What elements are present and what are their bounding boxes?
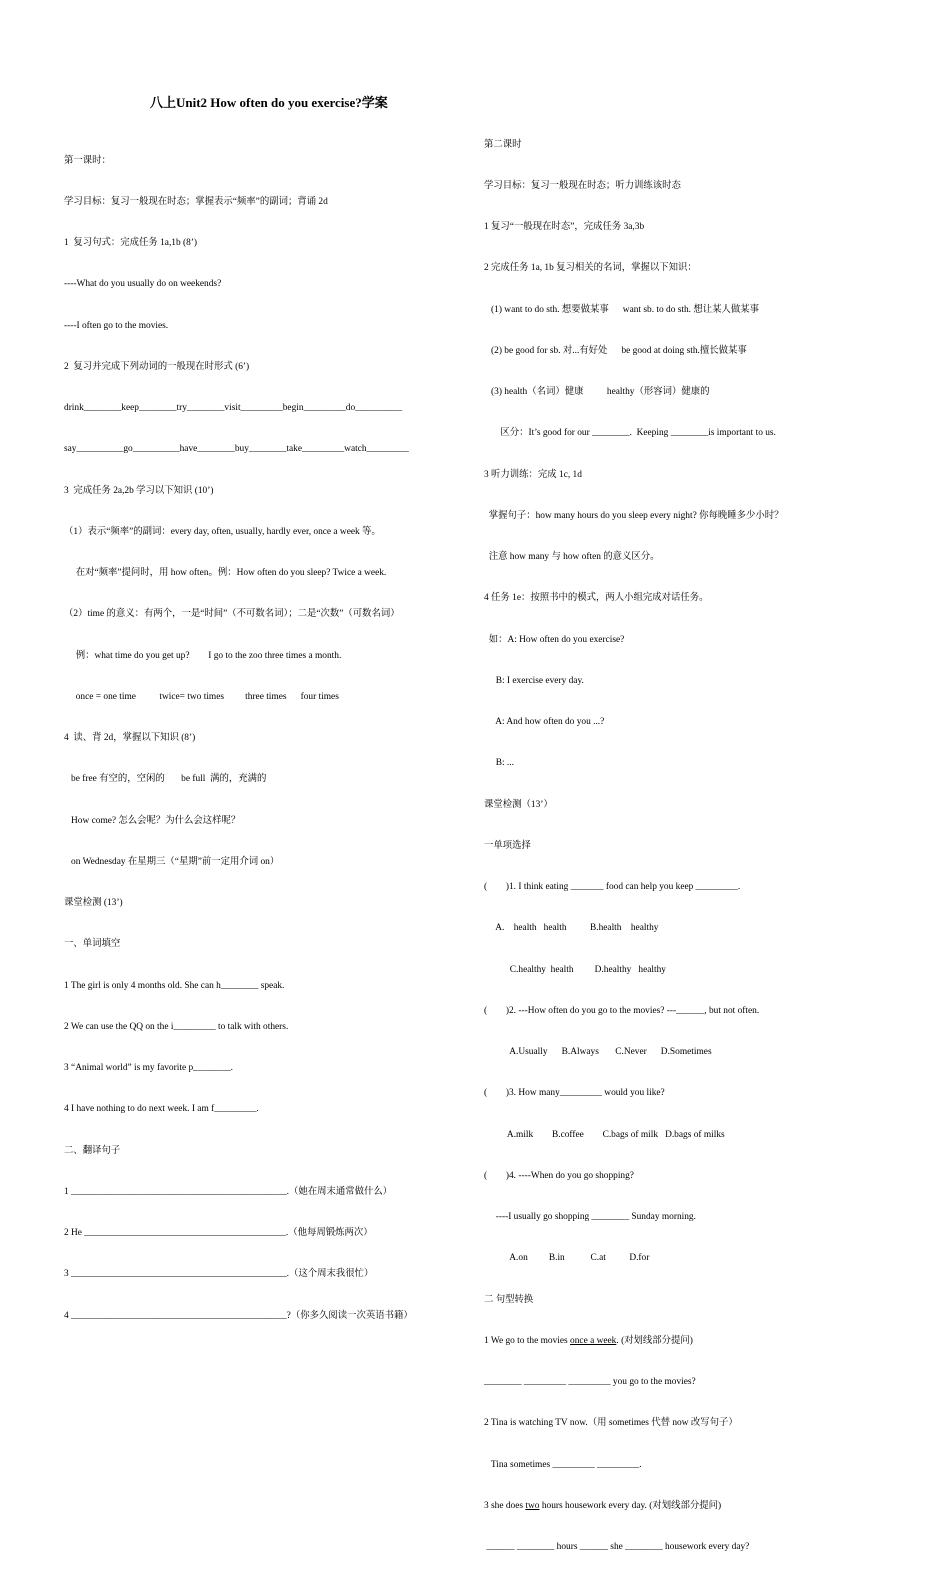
text-line: 1 ______________________________________________.（她在周末通常做什么） xyxy=(64,1186,393,1197)
text-line: C.healthy health D.healthy healthy xyxy=(484,964,666,975)
underlined-text: once a week xyxy=(570,1335,617,1346)
text-line: 4 ______________________________________________?（你多久阅读一次英语书籍） xyxy=(64,1310,413,1321)
text-line: A.milk B.coffee C.bags of milk D.bags of milks xyxy=(484,1129,725,1140)
text-line: (1) want to do sth. 想要做某事 want sb. to do sth. 想让某人做某事 xyxy=(484,304,759,315)
text-line: How come? 怎么会呢？为什么会这样呢？ xyxy=(64,815,241,826)
text-line: 区分：It’s good for our ________. Keeping ________is important to us. xyxy=(484,428,776,439)
text-line: ----I usually go shopping ________ Sunday morning. xyxy=(484,1212,696,1222)
text-line: A.on B.in C.at D.for xyxy=(484,1253,650,1264)
text-line: 注意 how many 与 how often 的意义区分。 xyxy=(484,552,660,562)
text-line: 二 句型转换 xyxy=(484,1294,534,1305)
text-line: （2）time 的意义：有两个，一是“时间”（不可数名词）；二是“次数”（可数名词） xyxy=(64,609,400,620)
text-segment: hours housework every day. (对划线部分提问) xyxy=(539,1500,722,1511)
text-line: 一单项选择 xyxy=(484,840,531,851)
text-line: Tina sometimes _________ _________. xyxy=(484,1459,642,1470)
text-segment: 1 We go to the movies xyxy=(484,1335,571,1346)
text-line: 例：what time do you get up? I go to the zoo three times a month. xyxy=(64,650,342,661)
text-line: ( )2. ---How often do you go to the movies? ---______, but not often. xyxy=(484,1005,760,1016)
text-line: ______ ________ hours ______ she ________ housework every day? xyxy=(484,1542,750,1552)
text-line xyxy=(484,1335,783,1349)
text-line: 二、翻译句子 xyxy=(64,1145,121,1156)
text-line: (2) be good for sb. 对...有好处 be good at doing sth.擅长做某事 xyxy=(484,345,747,356)
text-line: ( )4. ----When do you go shopping? xyxy=(484,1170,634,1181)
text-line: 3 ______________________________________________.（这个周末我很忙） xyxy=(64,1269,374,1280)
text-line: 在对“频率”提问时，用 how often。例：How often do you sleep? Twice a week. xyxy=(64,568,387,578)
text-line: 第一课时： xyxy=(64,155,111,166)
text-line: 1 复习“一般现在时态”，完成任务 3a,3b xyxy=(484,222,645,232)
text-segment: . (对划线部分提问) xyxy=(616,1335,693,1346)
text-line: B: ... xyxy=(484,758,514,769)
text-line: 2 He ___________________________________________.（他每周锻炼两次） xyxy=(64,1228,373,1238)
text-line xyxy=(484,1500,783,1514)
text-line: (3) health（名词）健康 healthy（形容词）健康的 xyxy=(484,387,710,397)
text-line: 2 复习并完成下列动词的一般现在时形式 (6’) xyxy=(64,361,250,372)
text-line: 4 任务 1e：按照书中的模式，两人小组完成对话任务。 xyxy=(484,593,709,604)
text-line: 4 I have nothing to do next week. I am f_________. xyxy=(64,1104,259,1115)
text-line: 3 听力训练：完成 1c, 1d xyxy=(484,469,582,480)
text-line: 课堂检测（13’） xyxy=(484,799,553,810)
text-line: 1 The girl is only 4 months old. She can h________ speak. xyxy=(64,980,285,991)
text-line: 第二课时 xyxy=(484,139,522,150)
text-line: ----I often go to the movies. xyxy=(64,320,169,331)
text-line: ( )3. How many_________ would you like? xyxy=(484,1088,665,1099)
text-line: 学习目标：复习一般现在时态；掌握表示“频率”的副词；背诵 2d xyxy=(64,196,328,207)
text-line: on Wednesday 在星期三（“星期”前一定用介词 on） xyxy=(64,856,280,867)
left-column xyxy=(64,127,413,1337)
text-line: say__________go__________have________buy________take_________watch_________ xyxy=(64,444,409,455)
text-line: be free 有空的，空闲的 be full 满的，充满的 xyxy=(64,774,267,785)
text-line: 3 完成任务 2a,2b 学习以下知识 (10’) xyxy=(64,485,214,496)
text-line: 课堂检测 (13’) xyxy=(64,898,123,908)
text-line: once = one time twice= two times three times four times xyxy=(64,691,339,702)
page-title: 八上Unit2 How often do you exercise?学案 xyxy=(150,95,388,110)
text-line: 掌握句子：how many hours do you sleep every night? 你每晚睡多少小时？ xyxy=(484,510,784,521)
text-line: ----What do you usually do on weekends? xyxy=(64,279,222,290)
text-line: B: I exercise every day. xyxy=(484,675,584,686)
text-line: 2 完成任务 1a, 1b 复习相关的名词，掌握以下知识： xyxy=(484,263,697,274)
text-line: 2 We can use the QQ on the i_________ to talk with others. xyxy=(64,1021,289,1032)
text-line: A. health health B.health healthy xyxy=(484,923,659,934)
text-line: 1 复习句式：完成任务 1a,1b (8’) xyxy=(64,238,198,248)
text-line: 3 “Animal world” is my favorite p________. xyxy=(64,1063,233,1073)
text-line: ________ _________ _________ you go to the movies? xyxy=(484,1377,696,1387)
text-line: 4 读、背 2d，掌握以下知识 (8’) xyxy=(64,733,196,743)
text-line: A: And how often do you ...? xyxy=(484,717,605,727)
text-line: ( )1. I think eating _______ food can help you keep _________. xyxy=(484,882,741,892)
text-line: 如：A: How often do you exercise? xyxy=(484,634,625,645)
text-line: 一、单词填空 xyxy=(64,939,121,950)
text-segment: 3 she does xyxy=(484,1500,526,1511)
text-line: A.Usually B.Always C.Never D.Sometimes xyxy=(484,1047,712,1057)
text-line: 2 Tina is watching TV now.（用 sometimes 代替 now 改写句子） xyxy=(484,1418,738,1429)
text-line: 学习目标：复习一般现在时态；听力训练该时态 xyxy=(484,180,681,191)
underlined-text: two xyxy=(525,1500,540,1511)
right-column xyxy=(484,111,783,1569)
text-line: （1）表示“频率”的副词：every day, often, usually, hardly ever, once a week 等。 xyxy=(64,526,381,537)
text-line: drink________keep________try________visit_________begin_________do__________ xyxy=(64,403,403,413)
